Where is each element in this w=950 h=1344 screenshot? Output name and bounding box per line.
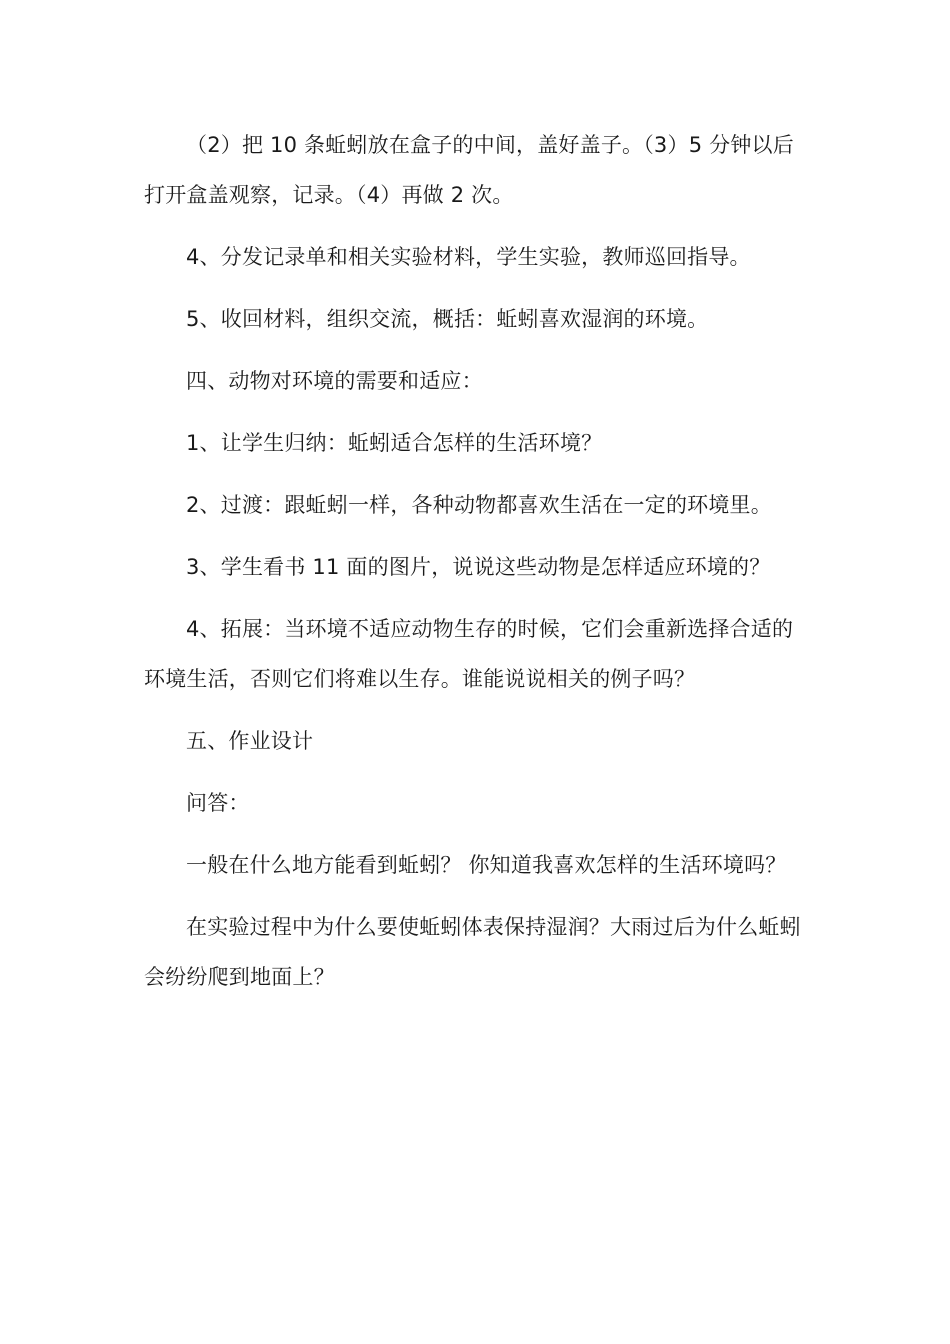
paragraph-experiment-steps: （2）把 10 条蚯蚓放在盒子的中间，盖好盖子。（3）5 分钟以后打开盒盖观察，记录。（4）再做 2 次。: [144, 133, 794, 207]
paragraph-item-3: 3、学生看书 11 面的图片，说说这些动物是怎样适应环境的？: [186, 555, 771, 579]
paragraph-gap: [144, 530, 808, 542]
section-heading-4: 四、动物对环境的需要和适应：: [186, 369, 483, 393]
paragraph-gap: [144, 282, 808, 294]
paragraph-gap: [144, 406, 808, 418]
paragraph-question-2: 在实验过程中为什么要使蚯蚓体表保持湿润？大雨过后为什么蚯蚓会纷纷爬到地面上？: [144, 915, 801, 989]
paragraph-question-1: 一般在什么地方能看到蚯蚓？ 你知道我喜欢怎样的生活环境吗？: [186, 853, 787, 877]
paragraph-gap: [144, 890, 808, 902]
paragraph-item-4: 4、拓展：当环境不适应动物生存的时候，它们会重新选择合适的环境生活，否则它们将难以生存。谁能说说相关的例子吗？: [144, 617, 794, 691]
paragraph-gap: [144, 220, 808, 232]
paragraph-gap: [144, 704, 808, 716]
paragraph-step-5: 5、收回材料，组织交流，概括：蚯蚓喜欢湿润的环境。: [186, 307, 709, 331]
paragraph-step-4: 4、分发记录单和相关实验材料，学生实验，教师巡回指导。: [186, 245, 751, 269]
paragraph-qa-label: 问答：: [186, 791, 250, 815]
document-body: [144, 120, 808, 1002]
paragraph-gap: [144, 828, 808, 840]
paragraph-gap: [144, 766, 808, 778]
paragraph-item-1: 1、让学生归纳：蚯蚓适合怎样的生活环境？: [186, 431, 603, 455]
paragraph-item-2: 2、过渡：跟蚯蚓一样，各种动物都喜欢生活在一定的环境里。: [186, 493, 772, 517]
paragraph-gap: [144, 344, 808, 356]
section-heading-5: 五、作业设计: [186, 729, 314, 753]
paragraph-gap: [144, 468, 808, 480]
paragraph-gap: [144, 592, 808, 604]
